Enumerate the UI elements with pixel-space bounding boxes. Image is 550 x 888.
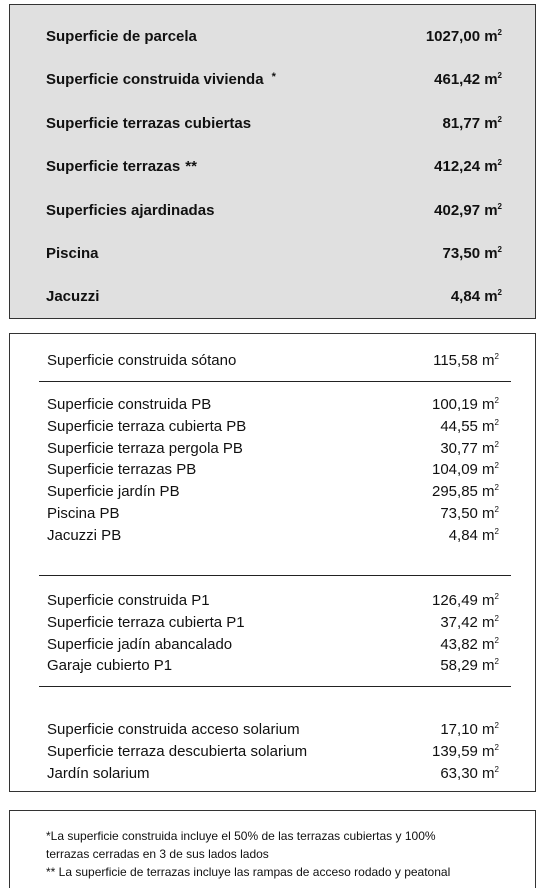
detail-row	[47, 461, 499, 483]
notes-panel	[9, 810, 536, 888]
detail-row-label: Jacuzzi PB	[47, 527, 122, 544]
summary-row-label: Superficies ajardinadas	[46, 202, 215, 219]
detail-row	[47, 636, 499, 658]
detail-row	[47, 352, 499, 374]
detail-row-label: Superficie terraza descubierta solarium	[47, 743, 308, 760]
detail-row-value: 4,84 $m^2$	[448, 527, 499, 544]
detail-row-label: Garaje cubierto P1	[47, 657, 173, 674]
detail-row	[47, 505, 499, 527]
summary-row-value: 412,24 $m^2$	[434, 158, 502, 175]
detail-row-value: 43,82 $m^2$	[440, 636, 499, 653]
section-divider	[39, 575, 511, 576]
detail-row-label: Superficie terraza pergola PB	[47, 440, 243, 457]
section-divider	[39, 381, 511, 382]
detail-row	[47, 396, 499, 418]
section-divider	[39, 686, 511, 687]
detail-row-label: Jardín solarium	[47, 765, 150, 782]
detail-row-label: Superficie jadín abancalado	[47, 636, 233, 653]
detail-panel	[9, 333, 536, 792]
summary-row-value: 4,84 $m^2$	[450, 288, 502, 305]
summary-row	[46, 245, 502, 267]
detail-row-value: 58,29 $m^2$	[440, 657, 499, 674]
summary-row-label: Jacuzzi	[46, 288, 100, 305]
detail-row	[47, 721, 499, 743]
detail-row-value: 44,55 $m^2$	[440, 418, 499, 435]
detail-row-value: 73,50 $m^2$	[440, 505, 499, 522]
detail-row-value: 295,85 $m^2$	[432, 483, 499, 500]
summary-row	[46, 115, 502, 137]
detail-row-label: Superficie terrazas PB	[47, 461, 197, 478]
summary-row-footnote-mark: *	[271, 71, 276, 83]
detail-row-value: 17,10 $m^2$	[440, 721, 499, 738]
detail-row-label: Superficie construida PB	[47, 396, 212, 413]
summary-row-label: Superficie terrazas cubiertas	[46, 115, 252, 132]
detail-row	[47, 592, 499, 614]
summary-row-value: 461,42 $m^2$	[434, 71, 502, 88]
detail-row	[47, 657, 499, 679]
summary-row-footnote-mark: **	[185, 158, 197, 175]
summary-row-label: Superficie de parcela	[46, 28, 197, 45]
detail-row	[47, 483, 499, 505]
detail-row-label: Superficie construida P1	[47, 592, 210, 609]
summary-row	[46, 288, 502, 310]
detail-row-value: 104,09 $m^2$	[432, 461, 499, 478]
summary-row-value: 402,97 $m^2$	[434, 202, 502, 219]
summary-row-label: Superficie construida vivienda *	[46, 71, 276, 88]
note-line-1: *La superficie construida incluye el 50% de las terrazas cubiertas y 100%	[46, 829, 436, 843]
detail-row-label: Piscina PB	[47, 505, 120, 522]
detail-row	[47, 765, 499, 787]
summary-row-label: Superficie terrazas **	[46, 158, 197, 175]
summary-row-value: 1027,00 $m^2$	[425, 28, 502, 45]
detail-row	[47, 614, 499, 636]
detail-row	[47, 527, 499, 549]
detail-row-label: Superficie terraza cubierta PB	[47, 418, 247, 435]
summary-row-value: 81,77 $m^2$	[442, 115, 502, 132]
summary-row-value: 73,50 $m^2$	[442, 245, 502, 262]
detail-row	[47, 418, 499, 440]
note-line-3: ** La superficie de terrazas incluye las rampas de acceso rodado y peatonal	[46, 865, 451, 879]
summary-row	[46, 202, 502, 224]
detail-row-value: 139,59 $m^2$	[432, 743, 499, 760]
summary-panel	[9, 4, 536, 319]
summary-row	[46, 28, 502, 50]
detail-row-label: Superficie construida sótano	[47, 352, 237, 369]
detail-row-label: Superficie construida acceso solarium	[47, 721, 300, 738]
detail-row-value: 30,77 $m^2$	[440, 440, 499, 457]
summary-row-label: Piscina	[46, 245, 99, 262]
detail-row-value: 115,58 $m^2$	[433, 352, 499, 369]
summary-row	[46, 71, 502, 93]
detail-row-label: Superficie jardín PB	[47, 483, 180, 500]
detail-row-value: 37,42 $m^2$	[440, 614, 499, 631]
detail-row	[47, 743, 499, 765]
detail-row-value: 63,30 $m^2$	[440, 765, 499, 782]
detail-row-label: Superficie terraza cubierta P1	[47, 614, 245, 631]
summary-row	[46, 158, 502, 180]
note-line-2: terrazas cerradas en 3 de sus lados lados	[46, 847, 269, 861]
detail-row-value: 100,19 $m^2$	[432, 396, 499, 413]
detail-row-value: 126,49 $m^2$	[432, 592, 499, 609]
detail-row	[47, 440, 499, 462]
